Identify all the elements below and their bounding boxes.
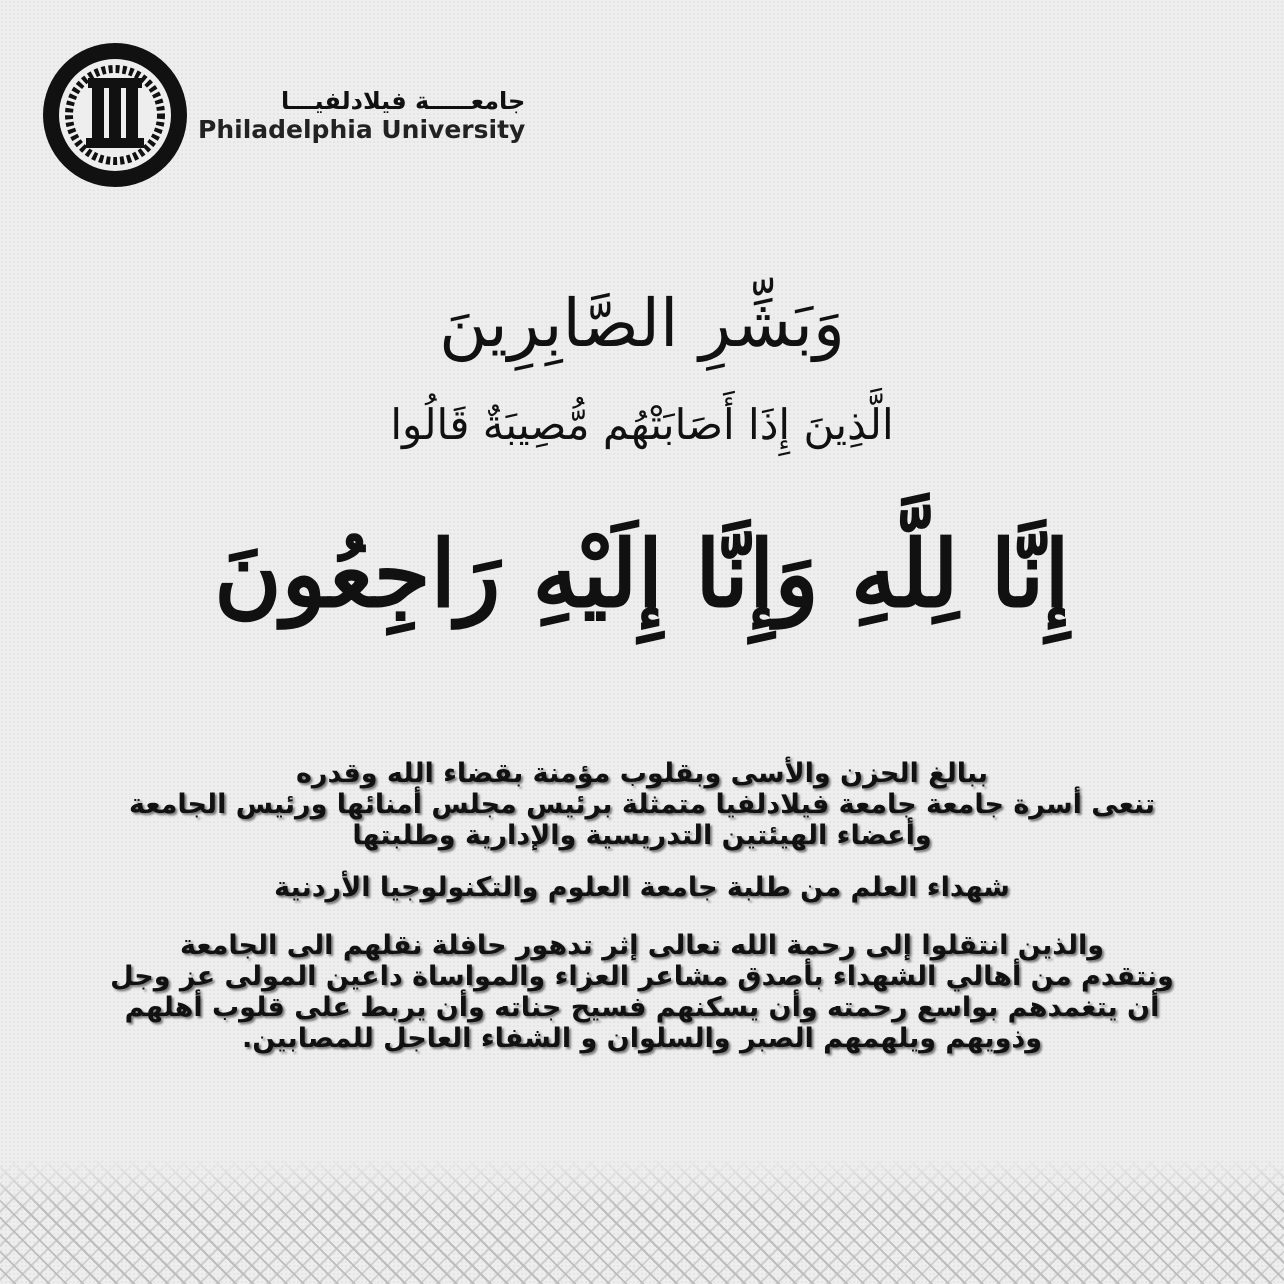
announcement-paragraph-1 (40, 758, 1244, 851)
text-line: ببالغ الحزن والأسى وبقلوب مؤمنة بقضاء الله وقدره (295, 758, 989, 789)
text-line: وأعضاء الهيئتين التدريسية والإدارية وطلبتها (352, 820, 932, 851)
mourning-ribbon-icon (1227, 0, 1284, 214)
announcement-paragraph-3 (40, 930, 1244, 1054)
university-seal-icon (40, 40, 190, 190)
logo-name-arabic: جامعـــــة فيلادلفيـــا (280, 86, 526, 115)
decorative-pattern-band (0, 1159, 1284, 1284)
text-line: وذويهم ويلهمهم الصبر والسلوان و الشفاء العاجل للمصابين. (241, 1023, 1042, 1054)
text-line: تنعى أسرة جامعة جامعة فيلادلفيا متمثلة برئيس مجلس أمنائها ورئيس الجامعة (129, 789, 1155, 820)
announcement-paragraph-2 (40, 872, 1244, 903)
verse-line-1: وَبَشِّرِ الصَّابِرِينَ (439, 285, 845, 362)
university-logo (40, 40, 525, 190)
text-line: شهداء العلم من طلبة جامعة العلوم والتكنولوجيا الأردنية (274, 872, 1010, 903)
text-line: أن يتغمدهم بواسع رحمته وأن يسكنهم فسيح جناته وأن يربط على قلوب أهلهم (124, 992, 1160, 1023)
text-line: ونتقدم من أهالي الشهداء بأصدق مشاعر العزاء والمواساة داعين المولى عز وجل (110, 961, 1174, 992)
verse-line-3: إِنَّا لِلَّهِ وَإِنَّا إِلَيْهِ رَاجِعُونَ (214, 520, 1070, 628)
text-line: والذين انتقلوا إلى رحمة الله تعالى إثر تدهور حافلة نقلهم الى الجامعة (179, 930, 1104, 961)
verse-line-2: الَّذِينَ إِذَا أَصَابَتْهُم مُّصِيبَةٌ قَالُوا (390, 400, 894, 449)
logo-name-english: Philadelphia University (198, 114, 526, 144)
